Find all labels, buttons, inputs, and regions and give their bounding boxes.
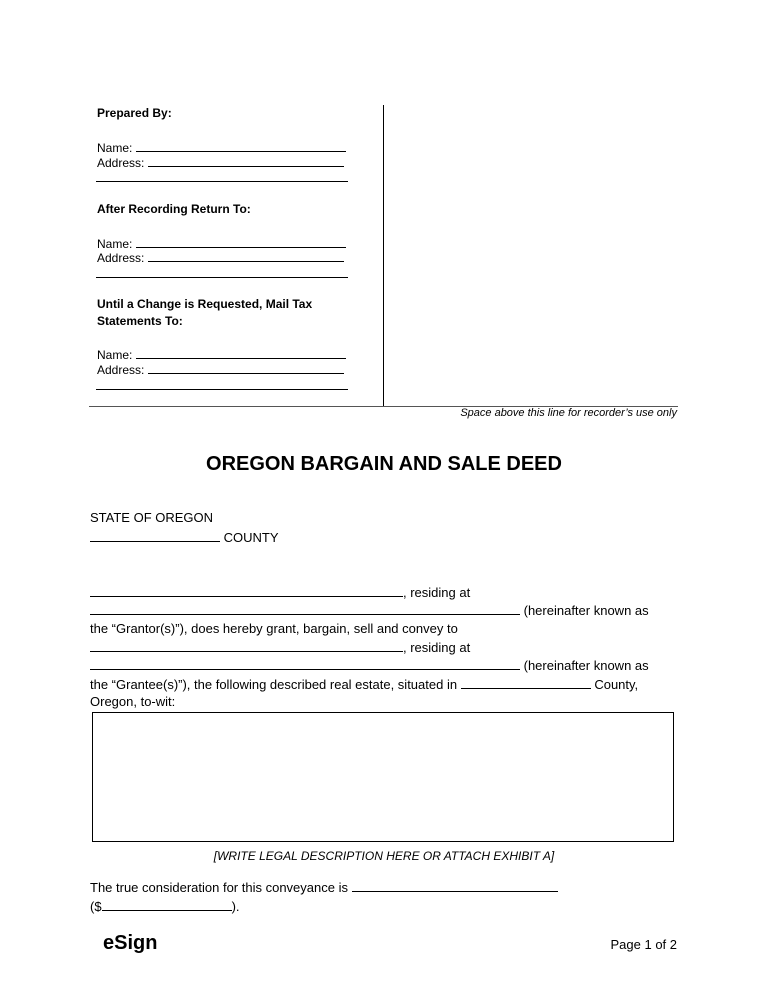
address-label: Address:: [97, 251, 145, 265]
county-field[interactable]: [90, 529, 279, 545]
address-label: Address:: [97, 363, 145, 377]
state-label: STATE OF OREGON: [90, 510, 214, 525]
prepared-by-name-field[interactable]: [97, 139, 346, 155]
after-recording-heading: After Recording Return To:: [97, 202, 251, 216]
return-address-field[interactable]: [97, 249, 344, 265]
grantor-name-field[interactable]: [90, 584, 470, 600]
mail-tax-heading-1: Until a Change is Requested, Mail Tax: [97, 297, 313, 311]
hereinafter-text: (hereinafter known as: [523, 603, 649, 618]
prepared-by-address-field[interactable]: [97, 154, 344, 170]
return-address-line2[interactable]: [96, 277, 348, 278]
tax-address-field[interactable]: [97, 361, 344, 377]
consideration-text: The true consideration for this conveyance is: [90, 880, 348, 895]
county-label: COUNTY: [223, 530, 279, 545]
name-label: Name:: [97, 237, 133, 251]
recorder-divider-vertical: [383, 105, 384, 407]
residing-at-text: , residing at: [403, 585, 471, 600]
tax-address-line2[interactable]: [96, 389, 348, 390]
address-label: Address:: [97, 156, 145, 170]
grantee-name-field[interactable]: [90, 639, 470, 655]
dollar-open: ($: [90, 899, 102, 914]
grantee-text-line: [90, 676, 638, 692]
page-title: OREGON BARGAIN AND SALE DEED: [206, 453, 562, 475]
tax-name-field[interactable]: [97, 346, 346, 362]
property-county-field[interactable]: [461, 676, 591, 689]
grantor-address-field[interactable]: [90, 602, 649, 618]
legal-description-box[interactable]: [92, 712, 674, 842]
grantor-text: the “Grantor(s)”), does hereby grant, bargain, sell and convey to: [90, 621, 458, 636]
name-label: Name:: [97, 348, 133, 362]
grantee-text: the “Grantee(s)”), the following described real estate, situated in: [90, 677, 458, 692]
dollar-close: ).: [231, 899, 240, 914]
page-number: Page 1 of 2: [610, 937, 677, 952]
prepared-by-heading: Prepared By:: [97, 106, 172, 120]
consideration-field[interactable]: [90, 879, 558, 895]
legal-description-caption: [WRITE LEGAL DESCRIPTION HERE OR ATTACH EXHIBIT A]: [213, 849, 555, 863]
esign-logo: eSign: [103, 932, 158, 954]
hereinafter-text: (hereinafter known as: [523, 658, 649, 673]
recorder-note: Space above this line for recorder’s use only: [460, 407, 677, 419]
grantee-address-field[interactable]: [90, 657, 649, 673]
consideration-amount-field[interactable]: [90, 898, 240, 914]
county-word: County,: [594, 677, 639, 692]
residing-at-text: , residing at: [403, 640, 471, 655]
oregon-towit: Oregon, to-wit:: [90, 694, 176, 709]
prepared-by-address-line2[interactable]: [96, 181, 348, 182]
name-label: Name:: [97, 141, 133, 155]
mail-tax-heading-2: Statements To:: [97, 314, 183, 328]
